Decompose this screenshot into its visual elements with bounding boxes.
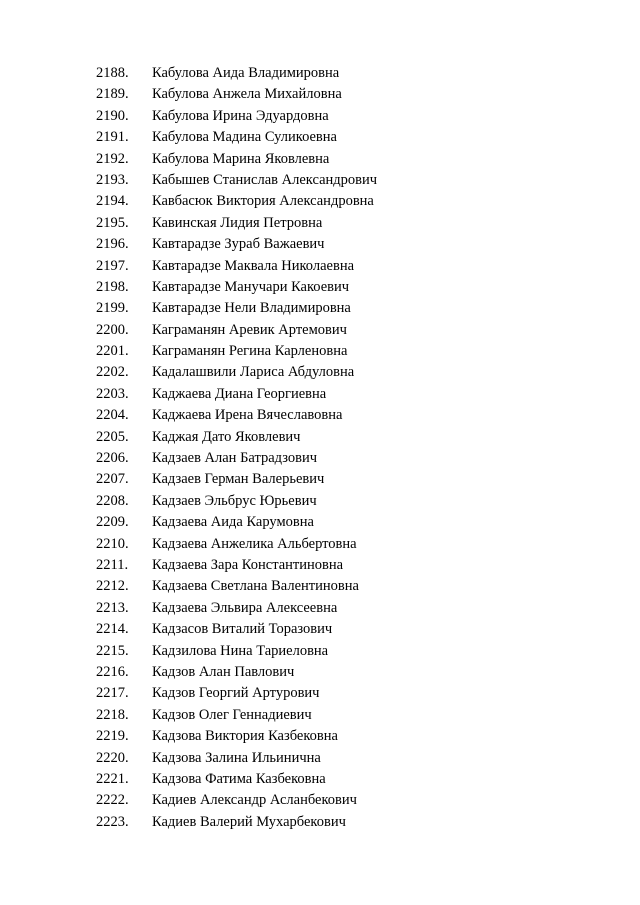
entry-name: Кадзаева Аида Карумовна	[152, 514, 314, 531]
entry-name: Кадзаева Зара Константиновна	[152, 556, 344, 573]
entry-name: Каграманян Аревик Артемович	[152, 321, 347, 338]
list-item	[96, 106, 377, 127]
list-item	[96, 619, 377, 640]
entry-name: Кадзилова Нина Тариеловна	[152, 642, 329, 659]
entry-name: Кадзаев Герман Валерьевич	[152, 471, 325, 488]
entry-number: 2189.	[96, 86, 129, 103]
entry-number: 2212.	[96, 578, 129, 595]
list-item	[96, 341, 377, 362]
entry-name: Кабулова Марина Яковлевна	[152, 150, 330, 167]
entry-number: 2196.	[96, 236, 129, 253]
list-item	[96, 127, 377, 148]
list-item	[96, 555, 377, 576]
entry-name: Кадзаев Эльбрус Юрьевич	[152, 492, 317, 509]
list-item	[96, 790, 377, 811]
list-item	[96, 641, 377, 662]
entry-number: 2213.	[96, 599, 129, 616]
entry-name: Кавтарадзе Манучари Какоевич	[152, 278, 350, 295]
entry-number: 2197.	[96, 257, 129, 274]
entry-number: 2202.	[96, 364, 129, 381]
list-item	[96, 170, 377, 191]
list-item	[96, 576, 377, 597]
list-item	[96, 469, 377, 490]
list-item	[96, 683, 377, 704]
entry-name: Кадзова Виктория Казбековна	[152, 728, 338, 745]
entry-number: 2188.	[96, 65, 129, 81]
entry-name: Каджаева Диана Георгиевна	[152, 385, 327, 402]
entry-number: 2210.	[96, 535, 129, 552]
list-item	[96, 748, 377, 769]
entry-name: Каграманян Регина Карленовна	[152, 343, 348, 360]
list-item	[96, 213, 377, 234]
list-item	[96, 598, 377, 619]
list-item	[96, 256, 377, 277]
entry-name: Кадзаева Эльвира Алексеевна	[152, 599, 338, 616]
entry-number: 2203.	[96, 385, 129, 402]
list-item	[96, 491, 377, 512]
name-list	[96, 63, 377, 833]
list-item	[96, 84, 377, 105]
entry-name: Кавтарадзе Нели Владимировна	[152, 300, 351, 317]
entry-number: 2208.	[96, 492, 129, 509]
entry-number: 2214.	[96, 621, 129, 638]
entry-number: 2200.	[96, 321, 129, 338]
list-item	[96, 149, 377, 170]
entry-number: 2190.	[96, 107, 129, 124]
entry-name: Кадалашвили Лариса Абдуловна	[152, 364, 355, 381]
list-item	[96, 362, 377, 383]
entry-name: Кадзов Олег Геннадиевич	[152, 706, 312, 723]
entry-name: Кабулова Анжела Михайловна	[152, 86, 342, 103]
entry-number: 2194.	[96, 193, 129, 210]
entry-name: Кабышев Станислав Александрович	[152, 171, 378, 188]
list-item	[96, 427, 377, 448]
entry-number: 2223.	[96, 813, 129, 830]
list-item	[96, 234, 377, 255]
entry-name: Кавбасюк Виктория Александровна	[152, 193, 374, 210]
entry-name: Кадзова Фатима Казбековна	[152, 770, 326, 787]
entry-name: Каджая Дато Яковлевич	[152, 428, 301, 445]
list-item	[96, 320, 377, 341]
entry-name: Кадиев Александр Асланбекович	[152, 792, 357, 809]
entry-number: 2199.	[96, 300, 129, 317]
entry-name: Кадзаева Анжелика Альбертовна	[152, 535, 357, 552]
list-item	[96, 384, 377, 405]
entry-number: 2207.	[96, 471, 129, 488]
entry-name: Кавинская Лидия Петровна	[152, 214, 323, 231]
entry-name: Кабулова Аида Владимировна	[152, 65, 340, 81]
entry-name: Кадзова Залина Ильинична	[152, 749, 321, 766]
entry-number: 2219.	[96, 728, 129, 745]
entry-name: Каджаева Ирена Вячеславовна	[152, 407, 343, 424]
list-item	[96, 534, 377, 555]
entry-name: Кадиев Валерий Мухарбекович	[152, 813, 346, 830]
entry-number: 2222.	[96, 792, 129, 809]
entry-number: 2198.	[96, 278, 129, 295]
entry-number: 2201.	[96, 343, 129, 360]
entry-number: 2211.	[96, 556, 129, 573]
entry-name: Кадзов Георгий Артурович	[152, 685, 320, 702]
list-item	[96, 726, 377, 747]
list-item	[96, 191, 377, 212]
entry-number: 2220.	[96, 749, 129, 766]
list-item	[96, 298, 377, 319]
entry-number: 2195.	[96, 214, 129, 231]
entry-name: Кадзаев Алан Батрадзович	[152, 450, 318, 467]
list-item	[96, 662, 377, 683]
entry-number: 2192.	[96, 150, 129, 167]
entry-name: Кадзаева Светлана Валентиновна	[152, 578, 359, 595]
entry-number: 2209.	[96, 514, 129, 531]
list-item	[96, 448, 377, 469]
entry-number: 2191.	[96, 129, 129, 146]
entry-number: 2204.	[96, 407, 129, 424]
list-item	[96, 63, 377, 84]
list-item	[96, 769, 377, 790]
entry-number: 2217.	[96, 685, 129, 702]
list-item	[96, 705, 377, 726]
list-item	[96, 812, 377, 833]
entry-name: Кадзов Алан Павлович	[152, 663, 295, 680]
entry-name: Кадзасов Виталий Торазович	[152, 621, 333, 638]
entry-name: Кабулова Ирина Эдуардовна	[152, 107, 329, 124]
entry-number: 2206.	[96, 450, 129, 467]
entry-number: 2216.	[96, 663, 129, 680]
entry-name: Кавтарадзе Зураб Важаевич	[152, 236, 325, 253]
entry-number: 2218.	[96, 706, 129, 723]
entry-number: 2215.	[96, 642, 129, 659]
entry-name: Кавтарадзе Маквала Николаевна	[152, 257, 355, 274]
entry-name: Кабулова Мадина Суликоевна	[152, 129, 337, 146]
entry-number: 2193.	[96, 171, 129, 188]
entry-number: 2205.	[96, 428, 129, 445]
entry-number: 2221.	[96, 770, 129, 787]
list-item	[96, 405, 377, 426]
list-item	[96, 512, 377, 533]
list-item	[96, 277, 377, 298]
